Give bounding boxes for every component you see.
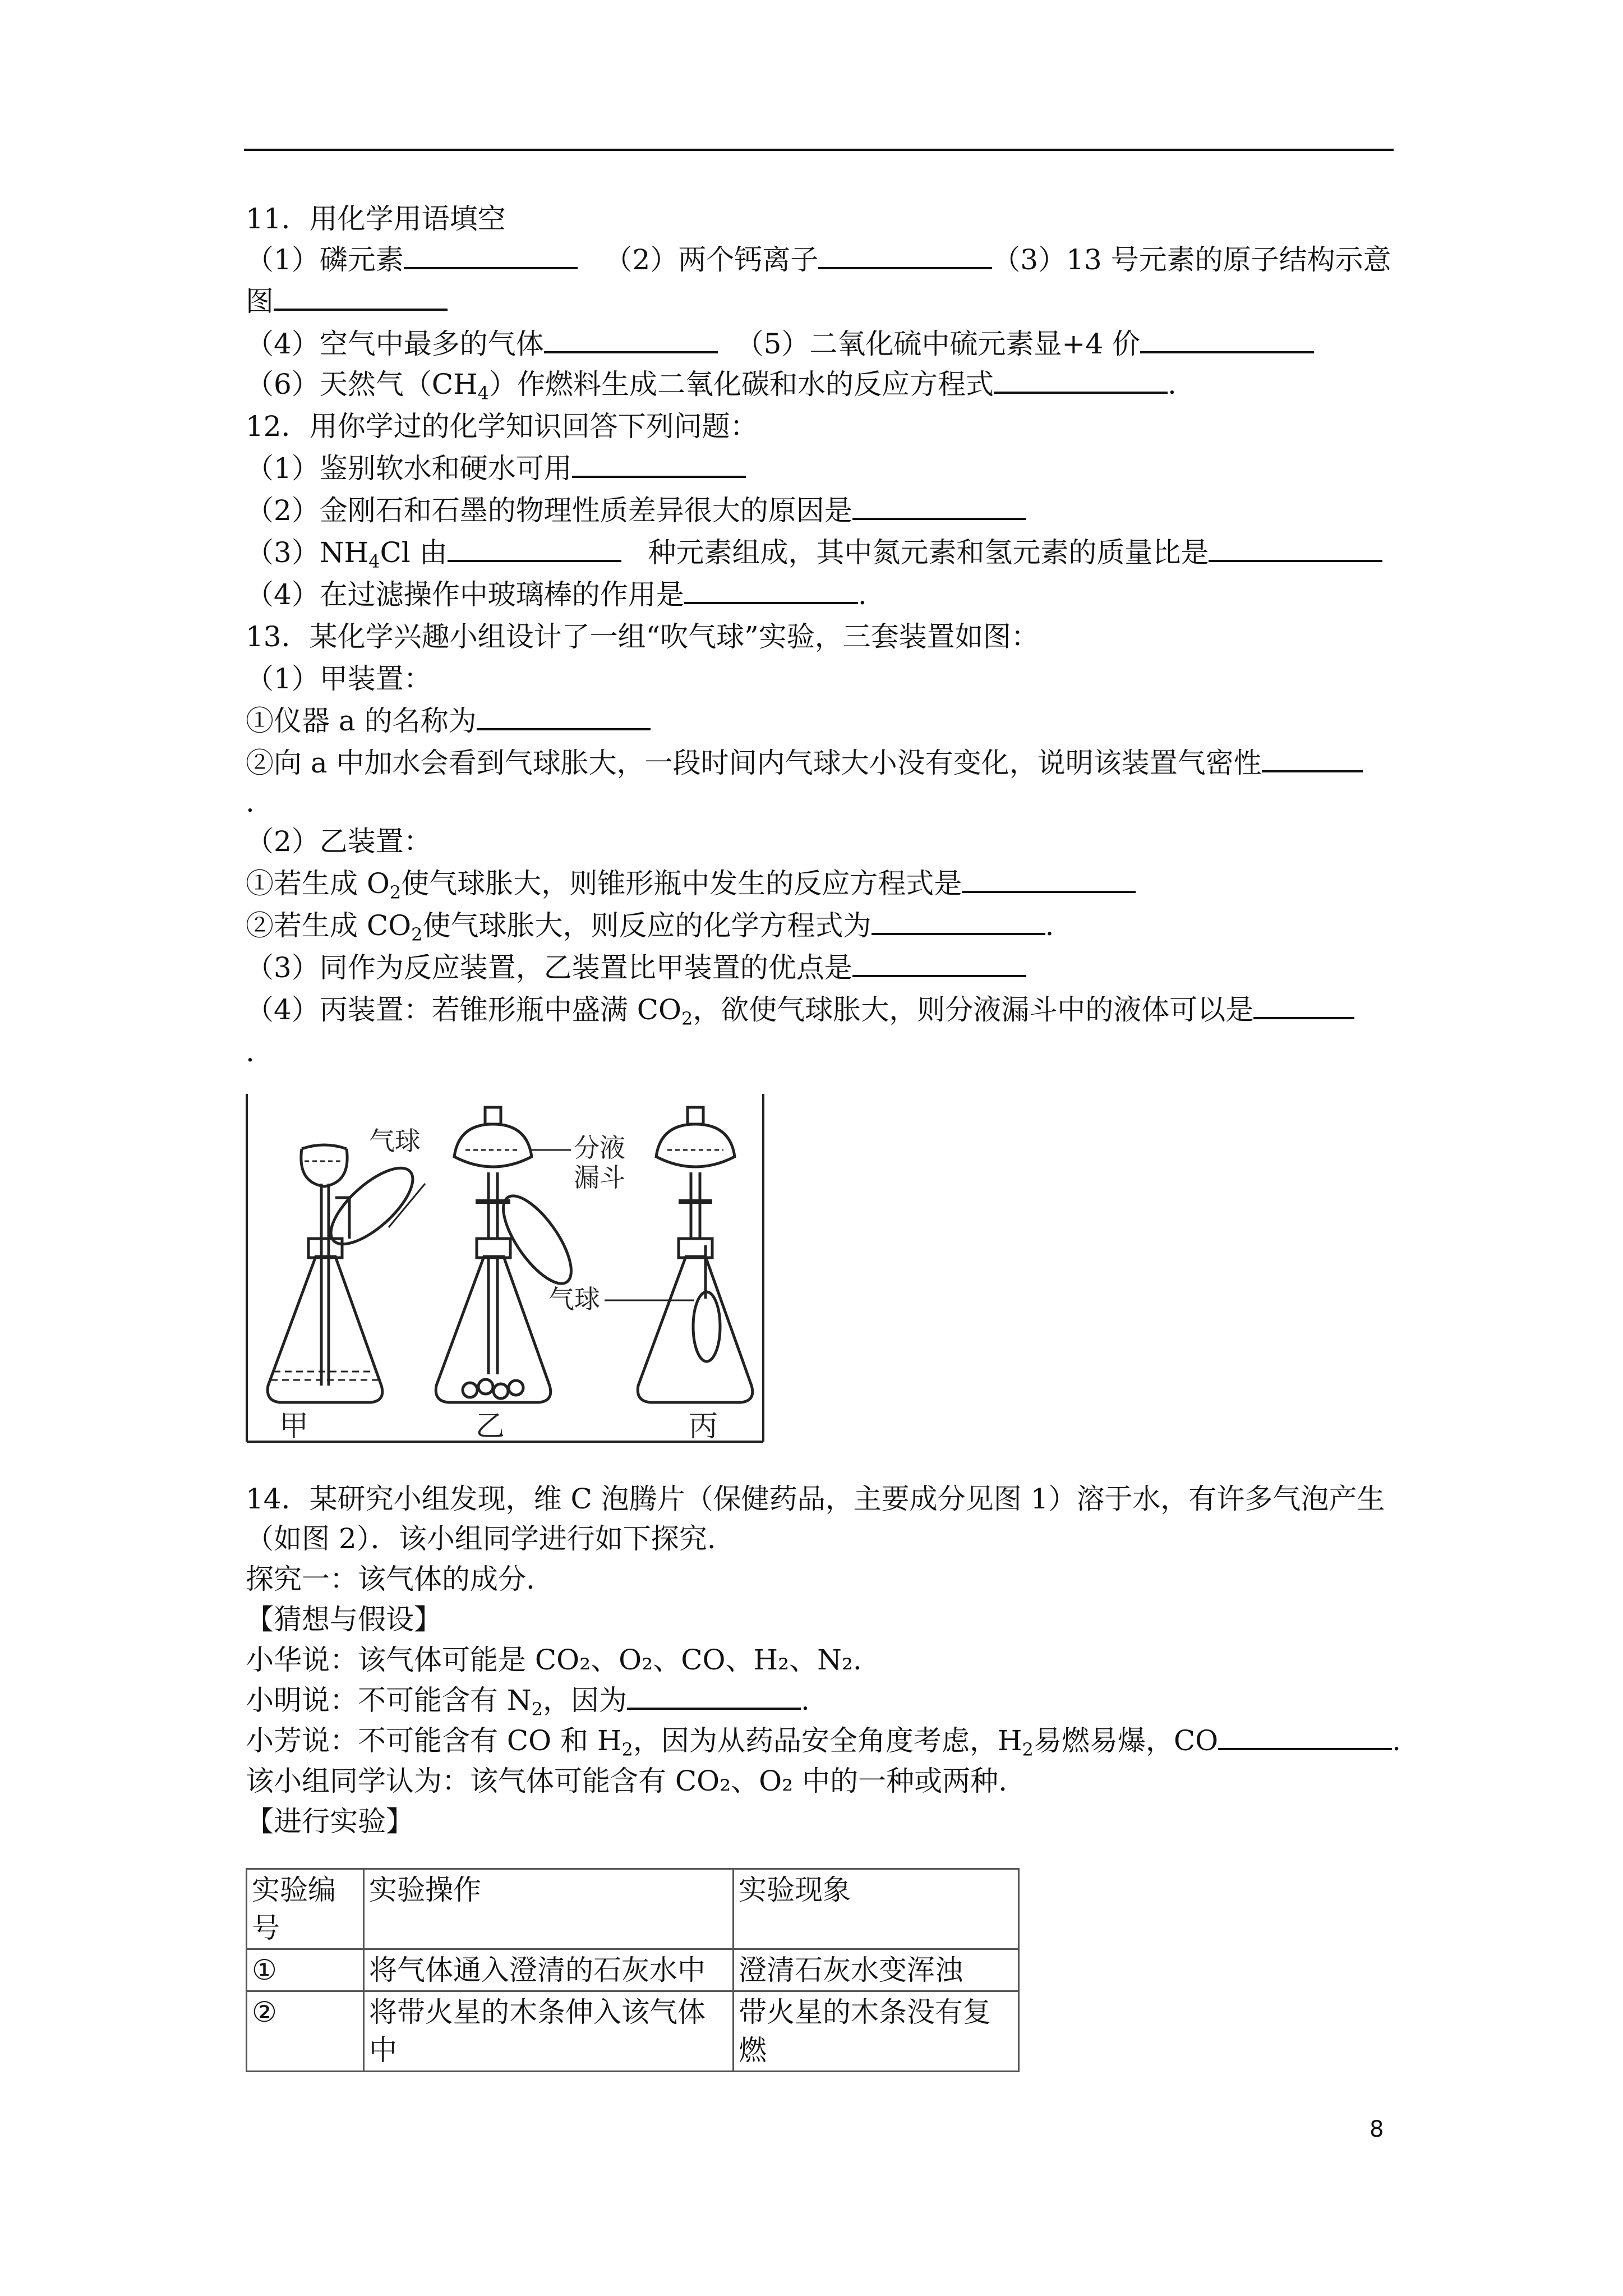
q14-line-8: 该小组同学认为：该气体可能含有 CO₂、O₂ 中的一种或两种.	[246, 1765, 1008, 1797]
answer-blank[interactable]	[818, 241, 992, 269]
q14-line-9: 【进行实验】	[246, 1805, 414, 1838]
q11-line-3: （4）空气中最多的气体 （5）二氧化硫中硫元素显+4 价	[246, 324, 1314, 364]
table-row	[247, 1949, 1019, 1991]
q11-line-2: 图	[246, 282, 448, 321]
funnel-stopper	[485, 1107, 501, 1124]
q14-line-5: 小华说：该气体可能是 CO₂、O₂、CO、H₂、N₂.	[246, 1644, 862, 1676]
q13-sub-1: （1）甲装置：	[246, 662, 432, 695]
q13-sub-4: （4）丙装置：若锥形瓶中盛满 $CO_2$，欲使气球胀大，则分液漏斗中的液体可以是	[246, 990, 1354, 1029]
q14-line-3: 探究一：该气体的成分.	[246, 1563, 535, 1595]
q13-sub-2a: ①若生成 $O_2$使气球胀大，则锥形瓶中发生的反应方程式是	[246, 864, 1136, 903]
table-header-cell: 实验编号	[247, 1869, 364, 1949]
q13-sub-1b: ②向 a 中加水会看到气球胀大，一段时间内气球大小没有变化，说明该装置气密性	[246, 743, 1363, 783]
table-cell: 将气体通入澄清的石灰水中	[364, 1949, 734, 1991]
funnel-stem	[488, 1172, 497, 1239]
answer-blank[interactable]	[1140, 325, 1314, 353]
q14-line-6: 小明说：不可能含有 $N_2$，因为 .	[246, 1681, 810, 1720]
table-header-cell: 实验现象	[734, 1869, 1019, 1949]
answer-blank[interactable]	[544, 325, 718, 353]
label-funnel-1: 分液	[574, 1133, 625, 1163]
caption-yi: 乙	[476, 1410, 505, 1443]
table-cell: 将带火星的木条伸入该气体中	[364, 1991, 734, 2072]
answer-blank[interactable]	[684, 576, 858, 604]
q12-line-1: （1）鉴别软水和硬水可用	[246, 449, 746, 488]
label-funnel-2: 漏斗	[574, 1162, 625, 1193]
label-balloon-2: 气球	[548, 1284, 600, 1314]
answer-blank[interactable]	[572, 450, 746, 478]
answer-blank[interactable]	[852, 492, 1026, 520]
rubber-stopper	[477, 1239, 510, 1258]
table-cell: 带火星的木条没有复燃	[734, 1991, 1019, 2072]
conical-flask	[436, 1257, 551, 1402]
apparatus-jia	[268, 1145, 425, 1402]
answer-blank[interactable]	[872, 907, 1045, 935]
separatory-funnel-bulb	[656, 1124, 735, 1167]
q13-sub-2: （2）乙装置：	[246, 825, 432, 858]
q14-line-1: 14．某研究小组发现，维 C 泡腾片（保健药品，主要成分见图 1）溶于水，有许多气泡产生	[246, 1483, 1385, 1515]
table-header-row	[247, 1869, 1019, 1949]
answer-blank[interactable]	[1218, 1722, 1392, 1750]
answer-blank[interactable]	[1262, 744, 1363, 772]
answer-blank[interactable]	[627, 1682, 801, 1710]
apparatus-bing	[532, 1107, 753, 1402]
table-cell: ②	[247, 1991, 364, 2072]
q13-title: 13．某化学兴趣小组设计了一组“吹气球”实验，三套装置如图：	[246, 620, 1039, 653]
apparatus-yi	[436, 1107, 583, 1402]
q12-line-4: （4）在过滤操作中玻璃棒的作用是 .	[246, 575, 867, 614]
funnel-stem	[691, 1172, 700, 1239]
long-neck-funnel-tube	[321, 1184, 329, 1386]
separatory-funnel-bulb	[454, 1124, 532, 1167]
table-row	[247, 1991, 1019, 2072]
answer-blank[interactable]	[448, 534, 621, 562]
balloon-inside-flask	[693, 1292, 720, 1361]
thistle-funnel-bowl	[301, 1149, 347, 1186]
q13-sub-2b: ②若生成 $CO_2$使气球胀大，则反应的化学方程式为 .	[246, 906, 1054, 945]
caption-jia: 甲	[279, 1410, 309, 1443]
funnel-stopper	[688, 1107, 703, 1124]
page-number: 8	[1370, 2116, 1384, 2142]
q13-sub-4-end: .	[246, 1036, 255, 1068]
answer-blank[interactable]	[852, 949, 1026, 977]
caption-bing: 丙	[689, 1410, 718, 1443]
q14-line-7: 小芳说：不可能含有 CO 和 $H_2$，因为从药品安全角度考虑，$H_2$易燃易爆，CO .	[246, 1721, 1401, 1760]
q11-line-1: （1）磷元素 （2）两个钙离子 （3）13 号元素的原子结构示意	[246, 240, 1391, 279]
q13-sub-1a: ①仪器 a 的名称为	[246, 701, 651, 740]
table-header-cell: 实验操作	[364, 1869, 734, 1949]
q12-title: 12．用你学过的化学知识回答下列问题：	[246, 410, 758, 443]
table-cell: ①	[247, 1949, 364, 1991]
q12-line-3: $(3)NH_4Cl$ 由 种元素组成，其中氮元素和氢元素的质量比是	[246, 533, 1382, 572]
q14-line-4: 【猜想与假设】	[246, 1603, 442, 1636]
solid-pellets	[463, 1379, 523, 1398]
rubber-stopper	[308, 1239, 342, 1258]
q13-sub-3: （3）同作为反应装置，乙装置比甲装置的优点是	[246, 948, 1026, 987]
q11-title: 11．用化学用语填空	[246, 203, 506, 235]
q14-line-2: （如图 2）．该小组同学进行如下探究.	[246, 1522, 716, 1555]
rubber-stopper	[679, 1239, 712, 1258]
q13-sub-1b-end: .	[246, 786, 255, 818]
answer-blank[interactable]	[274, 283, 448, 311]
answer-blank[interactable]	[1209, 534, 1382, 562]
experiment-table	[246, 1868, 1020, 2072]
answer-blank[interactable]	[404, 241, 578, 269]
side-tube	[335, 1198, 349, 1239]
header-rule	[244, 149, 1394, 151]
q11-line-4: （6）天然气$(CH_4)$作燃料生成二氧化碳和水的反应方程式 .	[246, 365, 1177, 404]
conical-flask	[638, 1257, 753, 1402]
apparatus-figure	[246, 1094, 764, 1443]
answer-blank[interactable]	[962, 865, 1136, 893]
label-balloon: 气球	[369, 1126, 421, 1156]
table-cell: 澄清石灰水变浑浊	[734, 1949, 1019, 1991]
answer-blank[interactable]	[994, 366, 1168, 394]
answer-blank[interactable]	[477, 702, 651, 730]
q12-line-2: （2）金刚石和石墨的物理性质差异很大的原因是	[246, 491, 1026, 530]
balloon	[319, 1156, 425, 1257]
answer-blank[interactable]	[1253, 991, 1354, 1019]
